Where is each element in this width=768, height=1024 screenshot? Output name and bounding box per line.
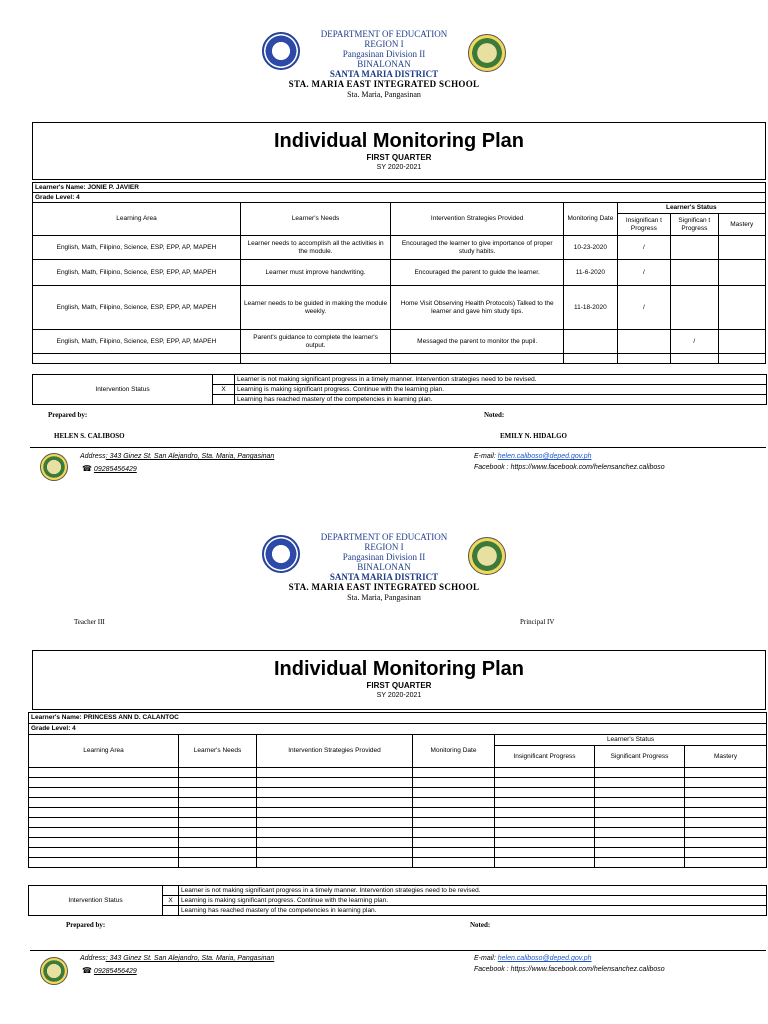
intervention-label: Intervention Status [29, 886, 163, 916]
row-area: English, Math, Filipino, Science, ESP, EPP, AP, MAPEH [33, 330, 241, 354]
principal-name: EMILY N. HIDALGO [500, 432, 567, 440]
division: Pangasinan Division II [342, 552, 426, 562]
learner-name: Learner's Name: PRINCESS ANN D. CALANTOC [29, 713, 767, 724]
row-sig [671, 286, 718, 330]
row-area: English, Math, Filipino, Science, ESP, EPP, AP, MAPEH [33, 286, 241, 330]
monitoring-table-2 [28, 712, 767, 868]
col-strategies: Intervention Strategies Provided [257, 735, 413, 768]
table-row [33, 286, 766, 330]
plan-title: Individual Monitoring Plan [274, 130, 524, 152]
region: REGION I [364, 542, 404, 552]
row-needs: Parent's guidance to complete the learner's output. [240, 330, 390, 354]
row-area: English, Math, Filipino, Science, ESP, EPP, AP, MAPEH [33, 236, 241, 260]
row-insig: / [617, 236, 671, 260]
intervention-label: Intervention Status [33, 375, 213, 405]
intervention-table-1 [32, 374, 767, 405]
col-date: Monitoring Date [413, 735, 495, 768]
plan-title-box [32, 650, 766, 710]
intervention-mark: X [213, 385, 235, 395]
row-sig [671, 260, 718, 286]
intervention-option: Learning is making significant progress. Continue with the learning plan. [179, 896, 767, 906]
intervention-option: Learning is making significant progress. Continue with the learning plan. [235, 385, 767, 395]
table-row [29, 848, 767, 858]
dept-name: DEPARTMENT OF EDUCATION [320, 29, 448, 39]
row-date [564, 330, 618, 354]
col-insig: Insignifican t Progress [617, 214, 671, 236]
address-text: : 343 Ginez St. San Alejandro, Sta. Maria, Pangasinan [105, 955, 275, 962]
facebook-link[interactable]: https://www.facebook.com/helensanchez.caliboso [510, 966, 665, 973]
col-needs: Learner's Needs [179, 735, 257, 768]
plan-quarter: FIRST QUARTER [366, 681, 432, 690]
email-label: E-mail: [474, 955, 496, 962]
row-sig: / [671, 330, 718, 354]
email-link[interactable]: helen.caliboso@deped.gov.ph [497, 453, 592, 460]
row-date: 10-23-2020 [564, 236, 618, 260]
row-strategy: Messaged the parent to monitor the pupil. [391, 330, 564, 354]
table-row [29, 808, 767, 818]
col-date: Monitoring Date [564, 203, 618, 236]
row-mastery [718, 330, 766, 354]
footer-seal-icon [40, 957, 68, 985]
plan-title-box [32, 122, 766, 180]
school-name: STA. MARIA EAST INTEGRATED SCHOOL [288, 582, 480, 592]
facebook-link[interactable]: https://www.facebook.com/helensanchez.caliboso [510, 464, 665, 471]
table-row [29, 768, 767, 778]
municipality: BINALONAN [357, 562, 411, 572]
grade-level: Grade Level: 4 [29, 724, 767, 735]
noted-label: Noted: [484, 411, 505, 419]
footer-address [80, 453, 274, 460]
facebook-label: Facebook : [474, 966, 509, 973]
teacher-name: HELEN S. CALIBOSO [54, 432, 125, 440]
teacher-title: Teacher III [74, 618, 105, 626]
division: Pangasinan Division II [342, 49, 426, 59]
intervention-mark: X [163, 896, 179, 906]
footer-divider [30, 447, 766, 448]
plan-title: Individual Monitoring Plan [274, 658, 524, 680]
col-mastery: Mastery [718, 214, 766, 236]
table-row [29, 798, 767, 808]
footer-seal-icon [40, 453, 68, 481]
row-needs: Learner needs to be guided in making the module weekly. [240, 286, 390, 330]
col-needs: Learner's Needs [240, 203, 390, 236]
municipality: BINALONAN [357, 59, 411, 69]
table-row [29, 858, 767, 868]
row-insig: / [617, 260, 671, 286]
prepared-by-label: Prepared by: [66, 921, 106, 929]
address-text: : 343 Ginez St. San Alejandro, Sta. Maria, Pangasinan [105, 453, 275, 460]
phone-icon: ☎ [82, 966, 92, 975]
region: REGION I [364, 39, 404, 49]
table-row [29, 818, 767, 828]
phone-icon: ☎ [82, 464, 92, 473]
table-row [33, 330, 766, 354]
col-status: Learner's Status [617, 203, 765, 214]
phone-number: 09285456429 [93, 968, 137, 975]
row-strategy: Encouraged the learner to give importance of proper study habits. [391, 236, 564, 260]
row-insig: / [617, 286, 671, 330]
col-sig: Significan t Progress [671, 214, 718, 236]
email-label: E-mail: [474, 453, 496, 460]
address-label: Address [80, 453, 106, 460]
footer-address [80, 955, 274, 962]
table-row [33, 260, 766, 286]
row-sig [671, 236, 718, 260]
row-needs: Learner must improve handwriting. [240, 260, 390, 286]
district: SANTA MARIA DISTRICT [329, 69, 439, 79]
footer-phone [82, 966, 137, 975]
table-row [29, 828, 767, 838]
intervention-table-2 [28, 885, 767, 916]
monitoring-table-1 [32, 182, 766, 364]
col-strategies: Intervention Strategies Provided [391, 203, 564, 236]
grade-level: Grade Level: 4 [33, 193, 766, 203]
table-row [33, 236, 766, 260]
col-status: Learner's Status [495, 735, 767, 746]
footer-divider [30, 950, 766, 951]
plan-quarter: FIRST QUARTER [366, 153, 432, 162]
row-strategy: Encouraged the parent to guide the learner. [391, 260, 564, 286]
footer-phone [82, 464, 137, 473]
principal-title: Principal IV [520, 618, 555, 626]
address-label: Address [80, 955, 106, 962]
email-link[interactable]: helen.caliboso@deped.gov.ph [497, 955, 592, 962]
table-row [29, 788, 767, 798]
col-learning-area: Learning Area [33, 203, 241, 236]
row-mastery [718, 236, 766, 260]
col-mastery: Mastery [685, 746, 767, 768]
intervention-option: Learning has reached mastery of the competencies in learning plan. [235, 395, 767, 405]
plan-sy: SY 2020-2021 [376, 164, 422, 171]
school-address: Sta. Maria, Pangasinan [347, 90, 421, 99]
footer-email [474, 453, 592, 460]
table-row [29, 838, 767, 848]
footer-facebook [474, 966, 665, 973]
school-address: Sta. Maria, Pangasinan [347, 593, 421, 602]
col-insig: Insignificant Progress [495, 746, 595, 768]
table-row [29, 778, 767, 788]
intervention-option: Learner is not making significant progress in a timely manner. Intervention strategies need to be revised. [235, 375, 767, 385]
table-row [33, 354, 766, 364]
footer-email [474, 955, 592, 962]
row-mastery [718, 286, 766, 330]
facebook-label: Facebook : [474, 464, 509, 471]
intervention-option: Learning has reached mastery of the competencies in learning plan. [179, 906, 767, 916]
school-name: STA. MARIA EAST INTEGRATED SCHOOL [288, 79, 480, 89]
row-area: English, Math, Filipino, Science, ESP, EPP, AP, MAPEH [33, 260, 241, 286]
prepared-by-label: Prepared by: [48, 411, 88, 419]
phone-number: 09285456429 [93, 466, 137, 473]
plan-sy: SY 2020-2021 [376, 692, 422, 699]
row-insig [617, 330, 671, 354]
learner-name: Learner's Name: JONIE P. JAVIER [33, 183, 766, 193]
intervention-option: Learner is not making significant progress in a timely manner. Intervention strategies need to be revised. [179, 886, 767, 896]
letterhead [0, 532, 768, 602]
row-date: 11-18-2020 [564, 286, 618, 330]
row-mastery [718, 260, 766, 286]
noted-label: Noted: [470, 921, 491, 929]
col-learning-area: Learning Area [29, 735, 179, 768]
row-strategy: Home Visit Observing Health Protocols) Talked to the learner and gave him study tips. [391, 286, 564, 330]
col-sig: Significant Progress [595, 746, 685, 768]
letterhead [0, 29, 768, 99]
row-date: 11-6-2020 [564, 260, 618, 286]
district: SANTA MARIA DISTRICT [329, 572, 439, 582]
dept-name: DEPARTMENT OF EDUCATION [320, 532, 448, 542]
row-needs: Learner needs to accomplish all the activities in the module. [240, 236, 390, 260]
footer-facebook [474, 464, 665, 471]
